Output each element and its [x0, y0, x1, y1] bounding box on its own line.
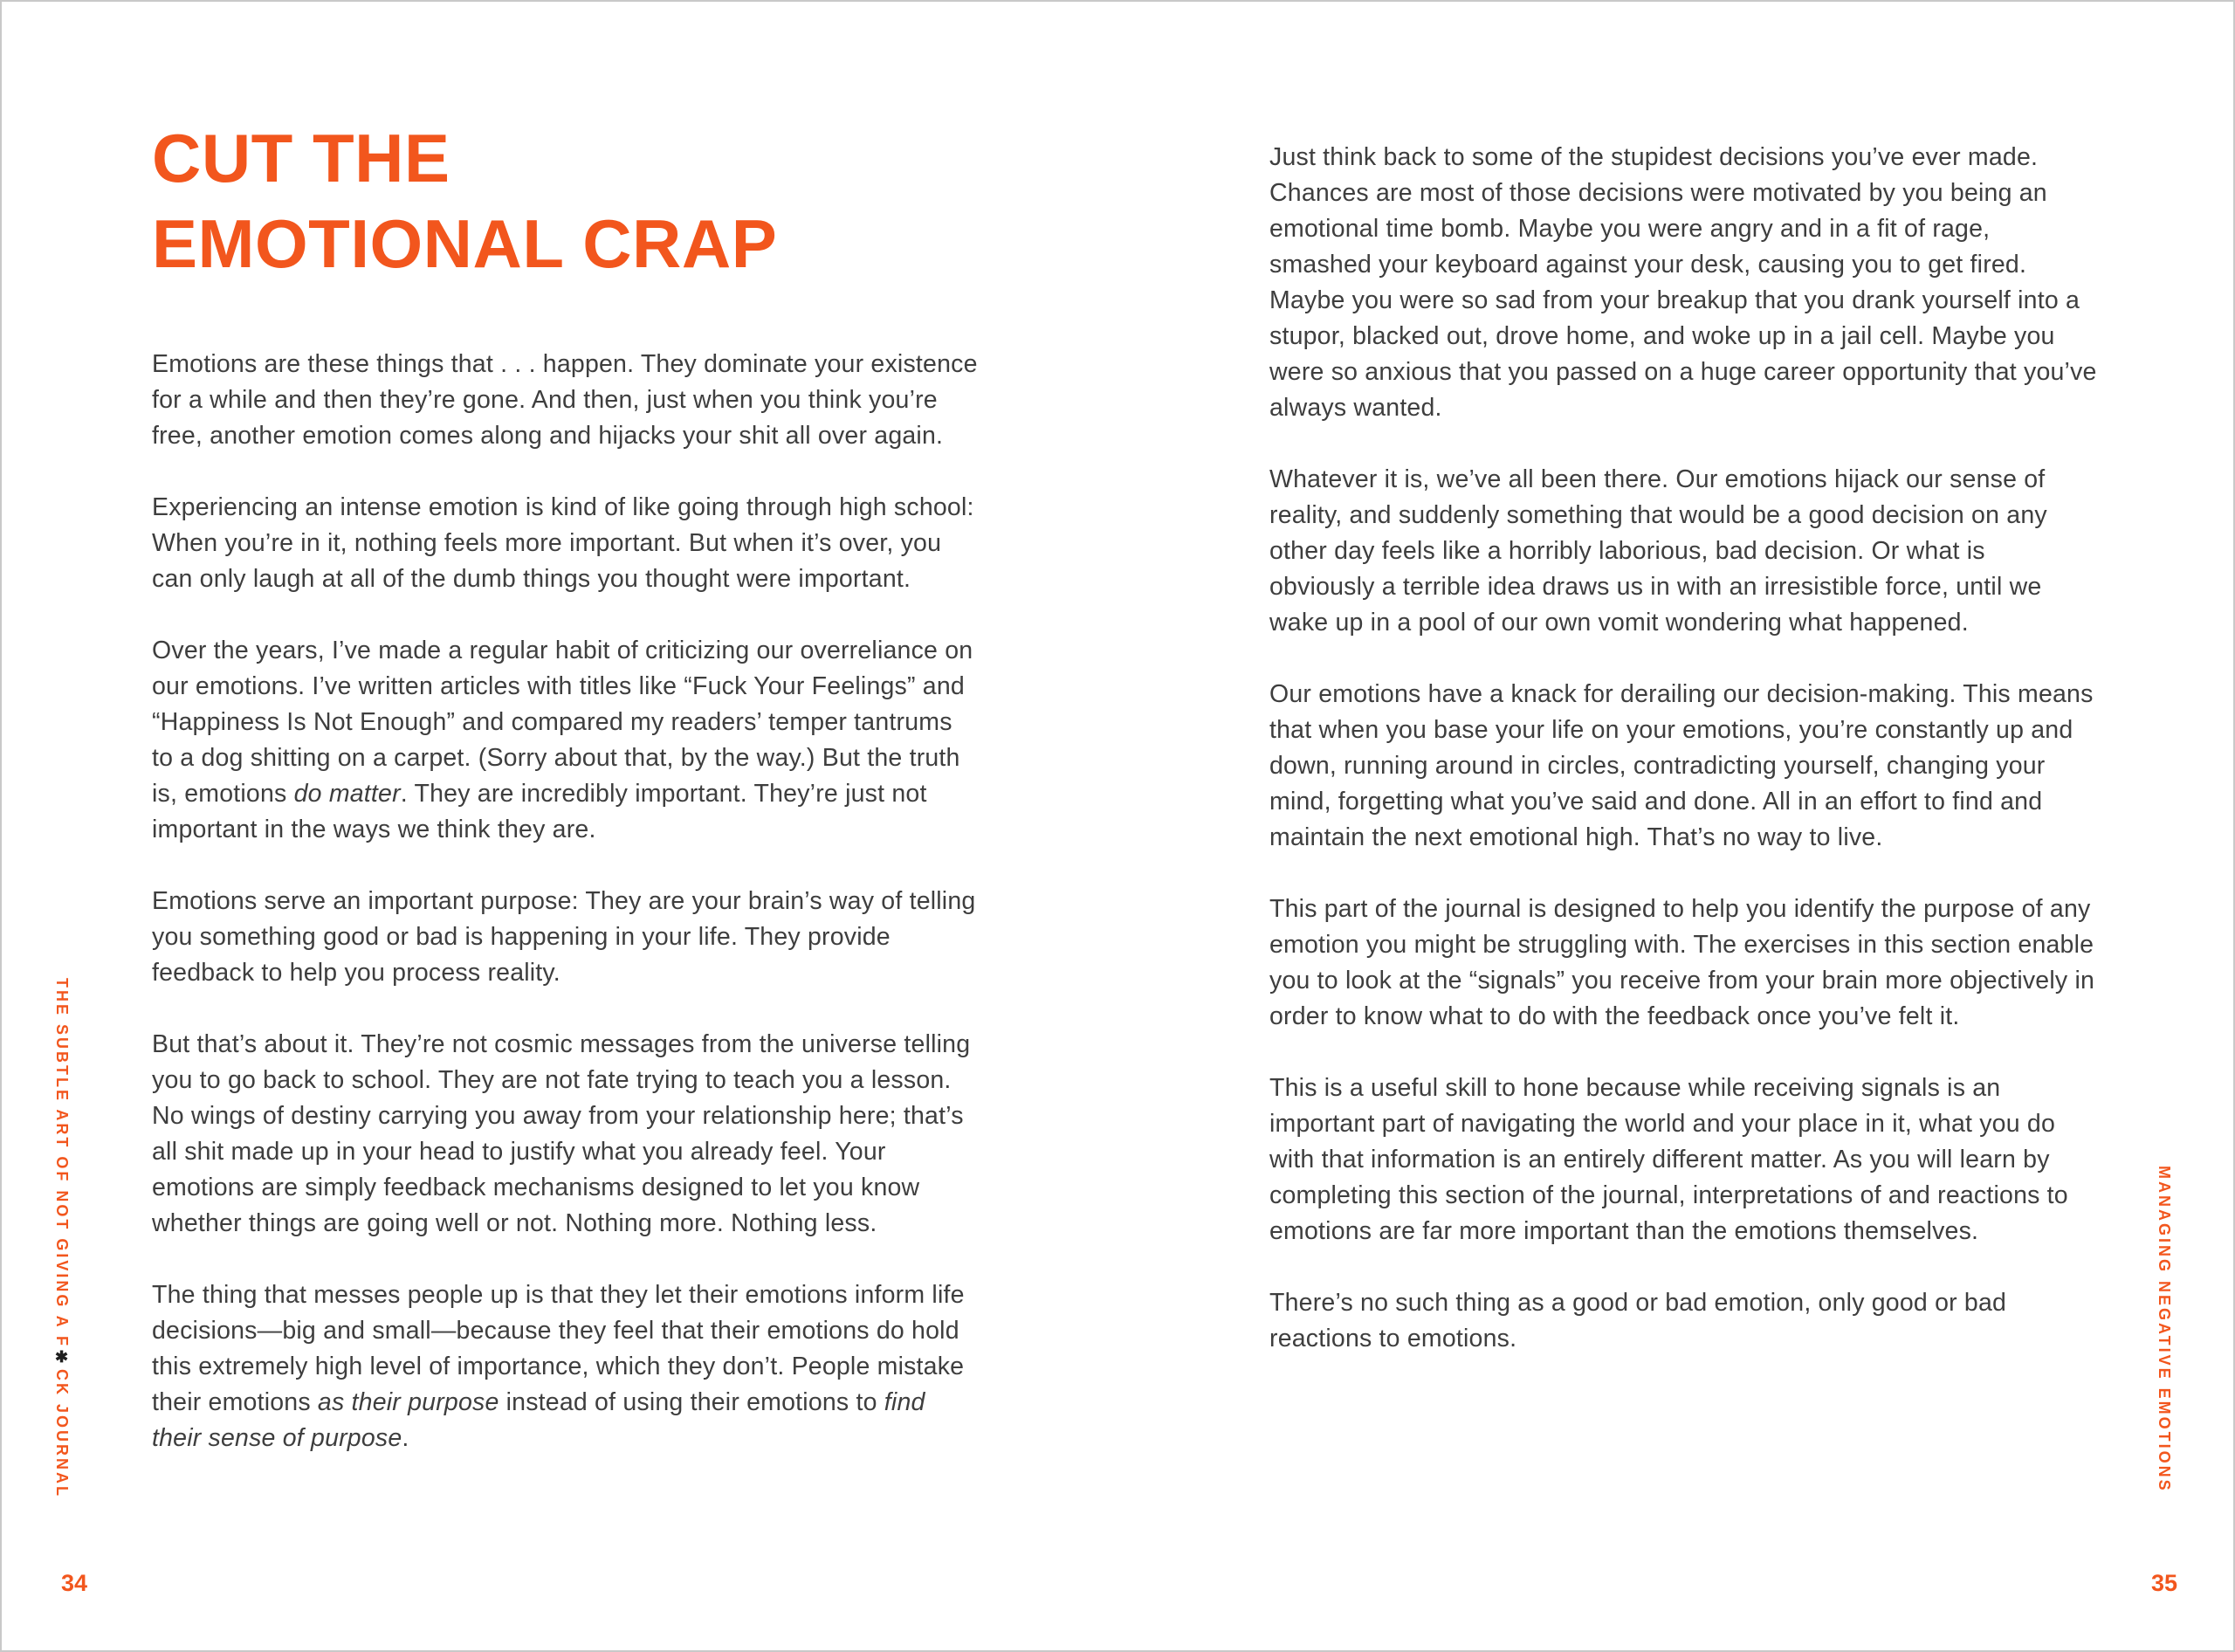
paragraph [1269, 140, 2097, 426]
paragraph [152, 490, 980, 597]
text-run: Emotions are these things that . . . happen. They dominate your existence for a while and then they’re gone. And then, just when you think you’re free, another emotion comes along and hijacks your shit all over again. [152, 350, 978, 450]
text-run: as their purpose [317, 1388, 499, 1416]
paragraph [152, 1027, 980, 1242]
paragraph [152, 1277, 980, 1456]
chapter-title-line-2: EMOTIONAL CRAP [152, 205, 778, 282]
text-run: Our emotions have a knack for derailing our decision-making. This means that when you base your life on your emotions, you’re constantly up and down, running around in circles, contradicting yourself, changing your mind, forgetting what you’ve said and done. All in an effort to find and maintain the next emotional high. That’s no way to live. [1269, 680, 2094, 851]
text-run: But that’s about it. They’re not cosmic messages from the universe telling you to go back to school. They are not fate trying to teach you a lesson. No wings of destiny carrying you away from your relationship here; that’s all shit made up in your head to justify what you already feel. Your emotions are simply feedback mechanisms designed to let you know whether things are going well or not. Nothing more. Nothing less. [152, 1030, 971, 1237]
text-run: MANAGING NEGATIVE EMOTIONS [2156, 1166, 2173, 1493]
text-run: . They are incredibly important. They’re just not important in the ways we think they are. [152, 780, 927, 843]
paragraph [152, 884, 980, 991]
text-run: CK JOURNAL [53, 1369, 71, 1499]
chapter-title [152, 115, 777, 286]
text-run: Emotions serve an important purpose: They are your brain’s way of telling you something good or bad is happening in your life. They provide feedback to help you process reality. [152, 887, 976, 987]
text-run: Just think back to some of the stupidest decisions you’ve ever made. Chances are most of those decisions were motivated by you being an emotional time bomb. Maybe you were angry and in a fit of rage, smashed your keyboard against your desk, causing you to get fired. Maybe you were so sad from your breakup that you drank yourself into a stupor, blacked out, drove home, and woke up in a jail cell. Maybe you were so anxious that you passed on a huge career opportunity that you’ve always wanted. [1269, 143, 2097, 422]
text-run: Whatever it is, we’ve all been there. Our emotions hijack our sense of reality, and suddenly something that would be a good decision on any other day feels like a horribly laborious, bad decision. Or what is obviously a terrible idea draws us in with an irresistible force, until we wake up in a pool of our own vomit wondering what happened. [1269, 465, 2047, 637]
text-run: Experiencing an intense emotion is kind of like going through high school: When you’re in it, nothing feels more important. But when it’s over, you can only laugh at all of the dumb things you thought were important. [152, 493, 974, 593]
text-run: instead of using their emotions to [499, 1388, 884, 1416]
text-run: This is a useful skill to hone because while receiving signals is an important part of navigating the world and your place in it, what you do with that information is an entirely different matter. As you will learn by completing this section of the journal, interpretations of and reactions to emotions are far more important than the emotions themselves. [1269, 1074, 2068, 1245]
text-run: . [402, 1424, 409, 1452]
paragraph [1269, 891, 2097, 1035]
text-run: THE SUBTLE ART OF NOT GIVING A F [53, 978, 71, 1348]
paragraph [1269, 1070, 2097, 1249]
left-text-column [152, 347, 980, 1492]
asterisk-glyph: ✱ [53, 1348, 71, 1369]
text-run: This part of the journal is designed to help you identify the purpose of any emotion you might be struggling with. The exercises in this section enable you to look at the “signals” you receive from your brain more objectively in order to know what to do with the feedback once you’ve felt it. [1269, 895, 2095, 1030]
paragraph [1269, 1285, 2097, 1357]
right-margin-section-title [2155, 1166, 2173, 1493]
left-margin-book-title [52, 978, 72, 1498]
page-number-left: 34 [61, 1570, 88, 1596]
text-run: find their sense of purpose [152, 1388, 925, 1452]
page-number-right: 35 [2151, 1570, 2178, 1596]
right-text-column [1269, 140, 2097, 1393]
paragraph [1269, 462, 2097, 641]
paragraph [152, 633, 980, 848]
paragraph [152, 347, 980, 454]
text-run: The thing that messes people up is that they let their emotions inform life decisions—big and small—because they feel that their emotions do hold this extremely high level of importance, which they don’t. People mistake their emotions [152, 1281, 965, 1416]
chapter-title-line-1: CUT THE [152, 120, 450, 196]
text-run: Over the years, I’ve made a regular habit of criticizing our overreliance on our emotions. I’ve written articles with titles like “Fuck Your Feelings” and “Happiness Is Not Enough” and compared my readers’ temper tantrums to a dog shitting on a carpet. (Sorry about that, by the way.) But the truth is, emotions [152, 637, 973, 808]
text-run: There’s no such thing as a good or bad emotion, only good or bad reactions to emotions. [1269, 1289, 2007, 1353]
paragraph [1269, 677, 2097, 856]
text-run: do matter [293, 780, 401, 808]
